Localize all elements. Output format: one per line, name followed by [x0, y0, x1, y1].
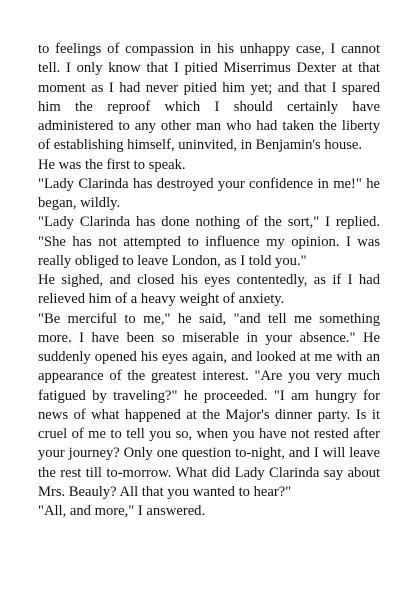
paragraph-7: "All, and more," I answered. — [38, 503, 206, 519]
paragraph-3: "Lady Clarinda has destroyed your confidence in me!" he began, wildly. — [38, 175, 380, 211]
paragraph-4: "Lady Clarinda has done nothing of the sort," I replied. "She has not attempted to influence my opinion. I was really obliged to leave London, as I told you." — [38, 214, 380, 269]
paragraph-2: He was the first to speak. — [38, 156, 186, 173]
paragraph-1: to feelings of compassion in his unhappy case, I cannot tell. I only know that I pitied Miserrimus Dexter at that moment as I had never pitied him yet; and that I spared him the reproof which I should certainly have administered to any other man who had taken the liberty of establishing himself, uninvited, in Benjamin's house. — [38, 41, 380, 154]
paragraph-6: "Be merciful to me," he said, "and tell me something more. I have been so miserable in your absence." He suddenly opened his eyes again, and looked at me with an appearance of the greatest interest. "Are you very much fatigued by traveling?" he proceeded. "I am hungry for news of what happened at the Major's dinner party. Is it cruel of me to tell you so, when you have not rested after your journey? Only one question to-night, and I will leave the rest till to-morrow. What did Lady Clarinda say about Mrs. Beauly? All that you wanted to hear?" — [38, 310, 380, 500]
paragraph-5: He sighed, and closed his eyes contentedly, as if I had relieved him of a heavy weight of anxiety. — [38, 272, 380, 308]
book-page — [38, 40, 380, 521]
